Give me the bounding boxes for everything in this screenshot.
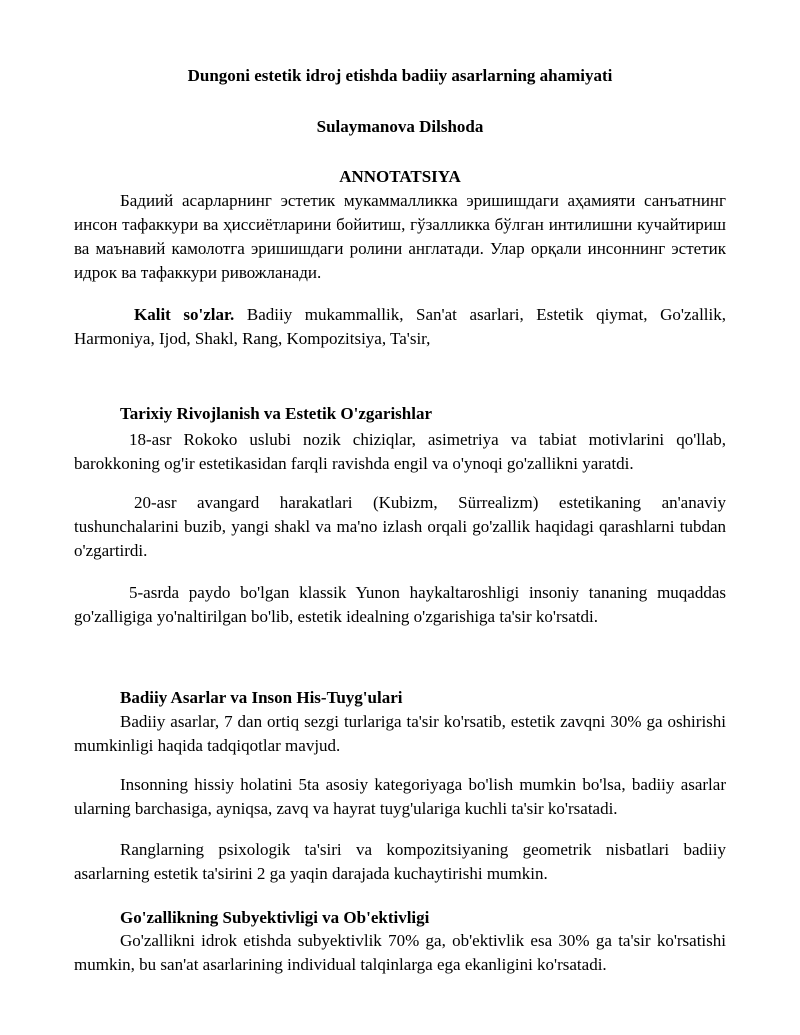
section-paragraph: Ranglarning psixologik ta'siri va kompozitsiyaning geometrik nisbatlari badiiy asarlarning estetik ta'sirini 2 ga yaqin darajada kuchaytirishi mumkin. — [74, 840, 726, 883]
section-paragraph: Insonning hissiy holatini 5ta asosiy kategoriyaga bo'lish mumkin bo'lsa, badiiy asarlar ularning barchasiga, ayniqsa, zavq va hayrat tuyg'ulariga kuchli ta'sir ko'rsatadi. — [74, 775, 726, 818]
section-heading: Go'zallikning Subyektivligi va Ob'ektivligi — [120, 908, 430, 927]
section-paragraph: Badiiy asarlar, 7 dan ortiq sezgi turlariga ta'sir ko'rsatib, estetik zavqni 30% ga oshirishi mumkinligi haqida tadqiqotlar mavjud. — [74, 712, 726, 755]
section-heading: Badiiy Asarlar va Inson His-Tuyg'ulari — [120, 688, 403, 707]
section-paragraph: 18-asr Rokoko uslubi nozik chiziqlar, asimetriya va tabiat motivlarini qo'llab, barokkoning og'ir estetikasidan farqli ravishda engil va o'ynoqi go'zallikni yaratdi. — [74, 430, 726, 473]
abstract-text: Бадиий асарларнинг эстетик мукаммалликка эришишдаги аҳамияти санъатнинг инсон тафаккури ва ҳиссиётларини бойитиш, гўзалликка бўлган интилишни кучайтириш ва маънавий камолотга эришишдаги ролини англатади. Улар орқали инсоннинг эстетик идрок ва тафаккури ривожланади. — [74, 191, 726, 282]
document-title: Dungoni estetik idroj etishda badiiy asarlarning ahamiyati — [187, 66, 613, 85]
keywords-text: Badiiy mukammallik, San'at asarlari, Estetik qiymat, Go'zallik, Harmoniya, Ijod, Shakl, Rang, Kompozitsiya, Ta'sir, — [74, 305, 726, 348]
author-name: Sulaymanova Dilshoda — [316, 117, 484, 136]
section-heading: Tarixiy Rivojlanish va Estetik O'zgarishlar — [120, 404, 433, 423]
keywords-label: Kalit so'zlar. — [134, 305, 235, 324]
section-paragraph: 20-asr avangard harakatlari (Kubizm, Sürrealizm) estetikaning an'anaviy tushunchalarini buzib, yangi shakl va ma'no izlash orqali go'zallik haqidagi qarashlarni tubdan o'zgartirdi. — [74, 493, 726, 560]
section-paragraph: Go'zallikni idrok etishda subyektivlik 70% ga, ob'ektivlik esa 30% ga ta'sir ko'rsatishi mumkin, bu san'at asarlarining individual talqinlarga ega ekanligini ko'rsatadi. — [74, 931, 726, 974]
abstract-heading: ANNOTATSIYA — [339, 167, 461, 186]
keywords-paragraph — [74, 303, 726, 351]
section-paragraph: 5-asrda paydo bo'lgan klassik Yunon haykaltaroshligi insoniy tananing muqaddas go'zalligiga yo'naltirilgan bo'lib, estetik idealning o'zgarishiga ta'sir ko'rsatdi. — [74, 583, 726, 626]
